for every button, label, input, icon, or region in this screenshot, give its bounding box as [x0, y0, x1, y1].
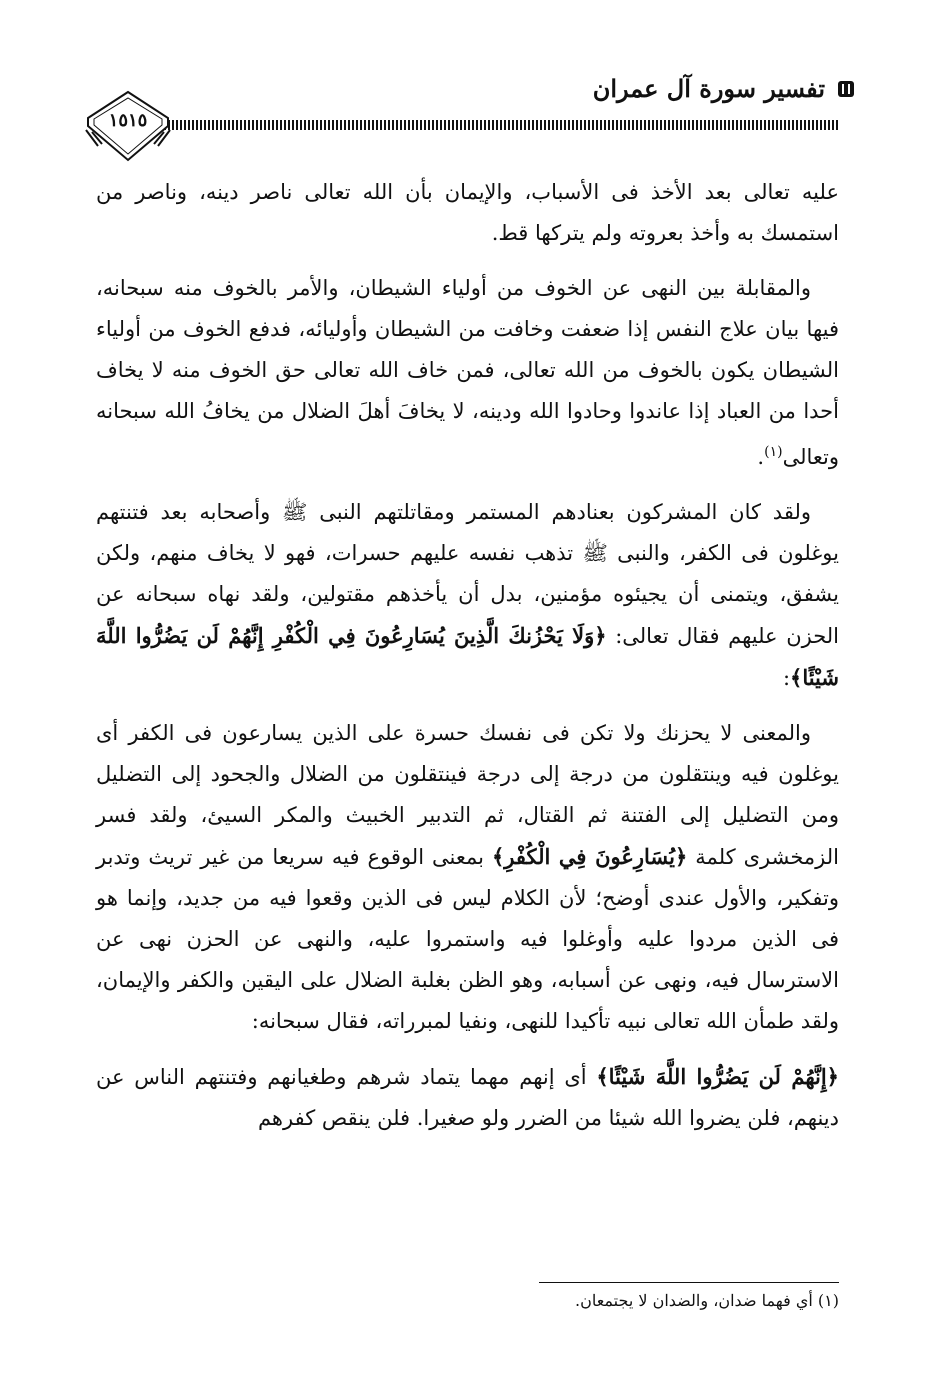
paragraph-4 — [96, 713, 839, 1042]
running-header — [593, 74, 857, 103]
quran-verse-3: ﴿إِنَّهُمْ لَن يَضُرُّوا اللَّهَ شَيْئًا﴾ — [596, 1064, 839, 1089]
footnote-rule — [539, 1282, 839, 1283]
paragraph-5-text: أى إنهم مهما يتماد شرهم وطغيانهم وفتنتهم الناس عن دينهم، فلن يضروا الله شيئا من الضرر ولو صغيرا. فلن ينقص كفرهم — [96, 1065, 839, 1130]
paragraph-3 — [96, 492, 839, 699]
paragraph-2-text: والمقابلة بين النهى عن الخوف من أولياء الشيطان، والأمر بالخوف منه سبحانه، فيها بيان علاج النفس إذا ضعفت وخافت من الشيطان وأوليائه، فدفع الخوف من أولياء الشيطان يكون بالخوف من الله تعالى، فمن خاف الله تعالى حق الخوف منه لا يخاف أحدا من العباد إذا عاندوا وحادوا الله ودينه، لا يخافَ أهلَ الضلال من يخافُ الله سبحانه وتعالى — [96, 276, 839, 469]
paragraph-3-text: ولقد كان المشركون بعنادهم المستمر ومقاتلتهم النبى ﷺ وأصحابه بعد فتنتهم يوغلون فى الكفر، والنبى ﷺ تذهب نفسه عليهم حسرات، فهو لا يخاف منهم، ولكن يشفق، ويتمنى أن يجيئوه مؤمنين، بدل أن يأخذهم مقتولين، ولقد نهاه سبحانه عن الحزن عليهم فقال تعالى: — [96, 500, 839, 648]
paragraph-5 — [96, 1056, 839, 1139]
paragraph-1 — [96, 172, 839, 254]
header-rule — [160, 120, 839, 130]
page-number: ١٥١٥ — [108, 110, 148, 131]
body-text — [96, 172, 839, 1153]
paragraph-4-text-b: بمعنى الوقوع فيه سريعا من غير تريث وتدبر وتفكير، والأول عندى أوضح؛ لأن الكلام ليس فى الذين وقعوا فيه من جديد، وإنما هو فى الذين مردوا عليه وأوغلوا فيه واستمروا عليه، والنهى عن الحزن نهى عن الاسترسال فيه، ونهى عن أسبابه، وهو الظن بغلبة الضلال على اليقين والكفر والإيمان، ولقد طمأن الله تعالى نبيه تأكيدا للنهى، ونفيا لمبرراته، فقال سبحانه: — [96, 845, 839, 1033]
ornament-icon — [835, 78, 857, 100]
paragraph-1-text: عليه تعالى بعد الأخذ فى الأسباب، والإيمان بأن الله تعالى ناصر دينه، وناصر من استمسك به وأخذ بعروته ولم يتركها قط. — [96, 180, 839, 245]
paragraph-4-text-a: والمعنى لا يحزنك ولا تكن فى نفسك حسرة على الذين يسارعون فى الكفر أى يوغلون فيه وينتقلون من درجة إلى درجة فينتقلون من الضلال والجحود إلى التضليل ومن التضليل إلى الفتنة ثم القتال، ثم التدبير الخبيث والمكر السيئ، ولقد فسر الزمخشرى كلمة — [96, 721, 840, 869]
quran-verse-1: ﴿وَلَا يَحْزُنكَ الَّذِينَ يُسَارِعُونَ فِي الْكُفْرِ إِنَّهُمْ لَن يَضُرُّوا اللَّهَ شَيْئًا﴾ — [96, 623, 839, 690]
footnote-marker: (١) — [764, 444, 783, 460]
footnote: (١) أي فهما ضدان، والضدان لا يجتمعان. — [575, 1291, 839, 1310]
quran-verse-2: ﴿يُسَارِعُونَ فِي الْكُفْرِ﴾ — [491, 844, 688, 869]
paragraph-2-end: . — [757, 445, 765, 469]
paragraph-2 — [96, 268, 839, 478]
paragraph-3-end: : — [782, 666, 791, 690]
header-title: تفسير سورة آل عمران — [592, 74, 825, 103]
